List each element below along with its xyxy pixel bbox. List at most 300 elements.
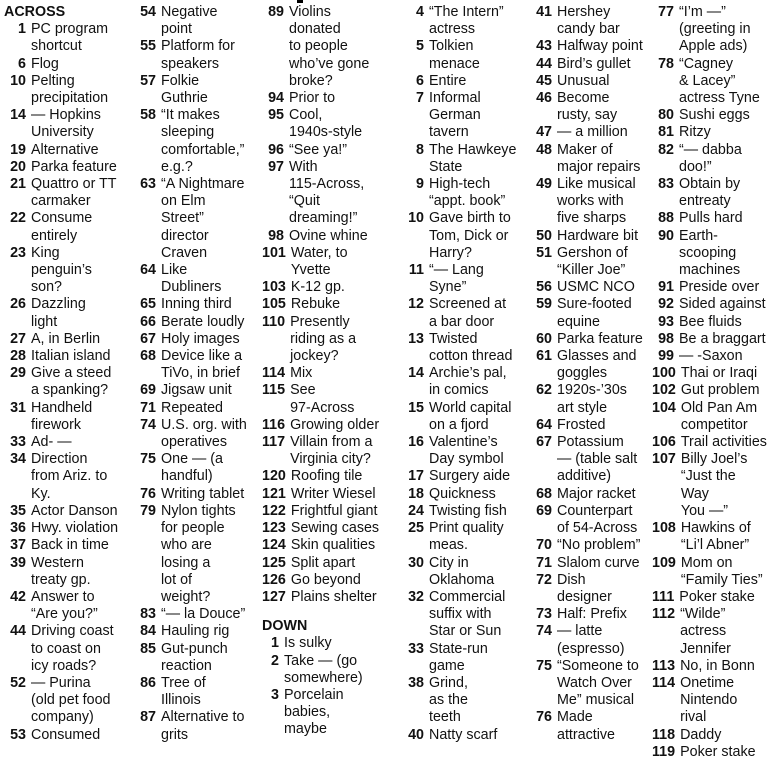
clue-item — [4, 434, 132, 451]
clue-item — [402, 262, 530, 296]
clue-number: 113 — [652, 657, 676, 674]
clue-item — [262, 555, 402, 572]
clue-text: Twisting fish — [429, 502, 507, 519]
clue-item — [402, 331, 530, 365]
clue-text: Hauling rig — [161, 623, 230, 640]
clue-list — [262, 4, 402, 606]
clue-number: 85 — [140, 640, 156, 657]
top-rule-mark — [297, 0, 303, 3]
clue-item — [652, 675, 767, 727]
clue-number: 56 — [536, 279, 552, 296]
clue-item — [652, 210, 767, 227]
clue-text: Gave birth to Tom, Dick or Harry? — [429, 210, 511, 261]
clue-text: Presently riding as a jockey? — [290, 313, 357, 365]
clue-item — [652, 382, 767, 399]
clue-number: 27 — [10, 330, 26, 347]
clue-number: 96 — [268, 141, 284, 158]
clue-number: 11 — [408, 262, 424, 279]
clue-text: Cool, 1940s-style — [289, 107, 363, 141]
clue-item — [262, 365, 402, 382]
clue-text: “— dabba doo!” — [679, 141, 742, 175]
clue-number: 118 — [652, 726, 676, 743]
clue-text: Tree of Illinois — [161, 674, 206, 709]
clue-item — [530, 486, 654, 503]
clue-text: Violins donated to people who’ve gone broke? — [289, 4, 370, 89]
clue-number: 79 — [140, 502, 156, 519]
clue-text: Prior to — [289, 90, 336, 107]
clue-text: Driving coast to coast on icy roads? — [31, 623, 114, 674]
clue-text: “No problem” — [557, 537, 641, 554]
clue-number: 19 — [10, 141, 26, 158]
clue-text: 1920s-’30s art style — [557, 382, 627, 416]
clue-item — [652, 331, 767, 348]
clue-text: Grind, as the teeth — [429, 674, 468, 726]
clue-text: Gut problem — [680, 382, 760, 399]
clue-number: 91 — [658, 279, 674, 296]
clue-text: Split apart — [290, 554, 356, 571]
clue-text: Hwy. violation — [31, 520, 119, 537]
clue-item — [530, 38, 654, 55]
clue-number: 45 — [536, 72, 552, 89]
clue-text: Berate loudly — [161, 313, 245, 330]
clue-item — [134, 606, 262, 623]
clue-item — [530, 142, 654, 176]
clue-item — [262, 486, 402, 503]
clue-item — [262, 382, 402, 416]
clue-item — [4, 537, 132, 554]
clue-item — [4, 589, 132, 623]
clue-number: 64 — [536, 416, 552, 433]
column-4 — [402, 4, 530, 744]
clue-text: One — (a handful) — [161, 451, 223, 485]
clue-text: Device like a TiVo, in brief — [161, 348, 243, 382]
clue-list — [530, 4, 654, 744]
clue-item — [652, 296, 767, 313]
clue-number: 59 — [536, 296, 552, 313]
clue-number: 42 — [10, 588, 26, 605]
clue-text: Flog — [31, 55, 59, 72]
clue-text: Is sulky — [284, 635, 332, 652]
clue-item — [530, 348, 654, 382]
clue-text: — -Saxon — [679, 348, 743, 365]
clue-number: 7 — [416, 90, 424, 107]
clue-text: Ad- — — [31, 434, 72, 451]
clue-number: 90 — [658, 227, 674, 244]
clue-number: 75 — [140, 451, 156, 468]
clue-item — [530, 90, 654, 124]
clue-number: 44 — [10, 623, 26, 640]
clue-text: No, in Bonn — [680, 657, 755, 674]
clue-number: 53 — [10, 726, 26, 743]
clue-item — [4, 503, 132, 520]
clue-text: Consumed — [31, 726, 101, 743]
clue-item — [530, 73, 654, 90]
clue-number: 10 — [10, 72, 26, 89]
clue-text: Villain from a Virginia city? — [290, 434, 373, 468]
clue-text: Mom on “Family Ties” — [680, 554, 763, 588]
clue-number: 87 — [140, 709, 156, 726]
clue-text: Plains shelter — [290, 588, 377, 605]
clue-item — [402, 675, 530, 727]
clue-number: 31 — [10, 399, 26, 416]
clue-number: 3 — [271, 686, 279, 703]
clue-item — [134, 503, 262, 606]
clue-text: “A Nightmare on Elm Street” director Craven — [161, 176, 245, 261]
clue-item — [262, 279, 402, 296]
clue-number: 14 — [408, 365, 424, 382]
clue-text: “It makes sleeping comfortable,” e.g.? — [161, 107, 245, 175]
clue-number: 54 — [140, 4, 156, 20]
clue-number: 76 — [140, 485, 156, 502]
clue-text: Platform for speakers — [161, 38, 235, 72]
clue-text: Inning third — [161, 296, 232, 313]
clue-number: 108 — [652, 520, 676, 537]
clue-item — [402, 365, 530, 399]
clue-text: Potassium — (table salt additive) — [557, 434, 638, 485]
clue-number: 8 — [416, 141, 424, 158]
clue-text: Italian island — [31, 348, 111, 365]
clue-number: 109 — [652, 554, 676, 571]
clue-item — [652, 107, 767, 124]
clue-item — [652, 589, 767, 606]
clue-number: 23 — [10, 244, 26, 261]
clue-text: “— Lang Syne” — [429, 262, 484, 296]
clue-item — [262, 635, 402, 652]
clue-number: 57 — [140, 72, 156, 89]
clue-text: Holy images — [161, 330, 240, 347]
clue-number: 5 — [416, 38, 424, 55]
clue-number: 16 — [408, 434, 424, 451]
clue-text: Sewing cases — [290, 520, 380, 537]
clue-number: 101 — [262, 244, 286, 261]
clue-text: “I’m —” (greeting in Apple ads) — [679, 4, 751, 55]
clue-item — [134, 675, 262, 709]
clue-number: 121 — [262, 485, 286, 502]
clue-text: Parka feature — [557, 330, 643, 347]
clue-text: Pelting precipitation — [31, 72, 109, 107]
clue-item — [262, 90, 402, 107]
clue-text: Earth- scooping machines — [679, 227, 741, 279]
clue-text: USMC NCO — [557, 279, 635, 296]
clue-number: 116 — [262, 416, 286, 433]
clue-item — [530, 606, 654, 623]
clue-item — [134, 623, 262, 640]
clue-item — [4, 56, 132, 73]
clue-text: Handheld firework — [31, 399, 93, 433]
clue-text: Water, to Yvette — [290, 244, 348, 279]
clue-text: Valentine’s Day symbol — [429, 434, 504, 468]
clue-item — [262, 572, 402, 589]
clue-item — [262, 537, 402, 554]
clue-number: 126 — [262, 571, 286, 588]
clue-item — [652, 279, 767, 296]
clue-number: 66 — [140, 313, 156, 330]
clue-item — [262, 107, 402, 141]
clue-number: 110 — [262, 313, 286, 330]
clue-text: Tolkien menace — [429, 38, 480, 72]
clue-item — [652, 451, 767, 520]
clue-number: 103 — [262, 279, 286, 296]
clue-text: Dish designer — [557, 571, 612, 605]
clue-number: 33 — [10, 434, 26, 451]
clue-text: Sure-footed equine — [557, 296, 632, 330]
clue-item — [402, 468, 530, 485]
clue-item — [530, 279, 654, 296]
clue-text: Natty scarf — [429, 726, 498, 743]
clue-item — [530, 382, 654, 416]
clue-item — [4, 245, 132, 297]
clue-item — [652, 658, 767, 675]
clue-item — [652, 124, 767, 141]
clue-item — [652, 314, 767, 331]
clue-number: 20 — [10, 158, 26, 175]
clue-text: King penguin’s son? — [31, 244, 92, 296]
clue-text: “Cagney & Lacey” actress Tyne — [679, 55, 760, 107]
clue-item — [530, 417, 654, 434]
clue-text: Preside over — [679, 279, 760, 296]
clue-number: 2 — [271, 652, 279, 669]
clue-text: With 115-Across, “Quit dreaming!” — [289, 158, 365, 227]
clue-number: 92 — [658, 296, 674, 313]
clue-text: Alternative to grits — [161, 709, 245, 743]
clue-number: 47 — [536, 124, 552, 141]
clue-text: Frosted — [557, 416, 606, 433]
clue-item — [134, 709, 262, 743]
clue-item — [4, 727, 132, 744]
clue-number: 107 — [652, 451, 676, 468]
clue-text: Billy Joel’s “Just the Way You —” — [680, 451, 748, 519]
clue-text: Like musical works with five sharps — [557, 176, 636, 227]
clue-text: Gershon of “Killer Joe” — [557, 244, 628, 279]
clue-item — [134, 451, 262, 485]
clue-text: Poker stake — [679, 588, 755, 605]
clue-item — [262, 142, 402, 159]
clue-text: “Someone to Watch Over Me” musical — [557, 657, 639, 709]
clue-number: 83 — [658, 176, 674, 193]
clue-item — [262, 228, 402, 245]
clue-text: A, in Berlin — [31, 330, 101, 347]
clue-number: 41 — [536, 4, 552, 20]
clue-item — [262, 296, 402, 313]
clue-item — [4, 365, 132, 399]
clue-text: Rebuke — [290, 296, 341, 313]
clue-item — [134, 314, 262, 331]
column-1 — [4, 4, 132, 744]
clue-text: Ritzy — [679, 124, 711, 141]
clue-number: 64 — [140, 262, 156, 279]
clue-text: Informal German tavern — [429, 90, 481, 141]
clue-text: Halfway point — [557, 38, 643, 55]
clue-item — [530, 709, 654, 743]
clue-number: 30 — [408, 554, 424, 571]
clue-number: 46 — [536, 90, 552, 107]
clue-text: Folkie Guthrie — [161, 72, 208, 107]
clue-item — [402, 727, 530, 744]
clue-text: Made attractive — [557, 709, 616, 743]
clue-text: High-tech “appt. book” — [429, 176, 506, 210]
clue-text: Actor Danson — [31, 502, 118, 519]
clue-item — [402, 400, 530, 434]
clue-text: Hershey candy bar — [557, 4, 620, 38]
clue-number: 98 — [658, 330, 674, 347]
clue-number: 52 — [10, 674, 26, 691]
clue-number: 39 — [10, 554, 26, 571]
clue-text: Pulls hard — [679, 210, 743, 227]
clue-number: 38 — [408, 674, 424, 691]
clue-number: 24 — [408, 502, 424, 519]
clue-number: 120 — [262, 468, 286, 485]
clue-text: Onetime Nintendo rival — [680, 674, 738, 726]
clue-item — [134, 4, 262, 38]
clue-item — [652, 400, 767, 434]
clue-text: PC program shortcut — [31, 21, 109, 55]
across-heading: ACROSS — [4, 4, 66, 20]
clue-text: Answer to “Are you?” — [31, 588, 98, 623]
clue-number: 21 — [10, 176, 26, 193]
clue-item — [134, 400, 262, 417]
clue-item — [530, 572, 654, 606]
clue-text: Bird’s gullet — [557, 55, 631, 72]
clue-number: 14 — [10, 107, 26, 124]
clue-text: Archie’s pal, in comics — [429, 365, 507, 399]
clue-item — [134, 331, 262, 348]
clue-number: 89 — [268, 4, 284, 20]
clue-item — [530, 56, 654, 73]
clue-item — [134, 38, 262, 72]
clue-item — [530, 658, 654, 710]
clue-number: 9 — [416, 176, 424, 193]
clue-list — [262, 635, 402, 738]
clue-number: 98 — [268, 227, 284, 244]
clue-item — [134, 382, 262, 399]
clue-item — [134, 262, 262, 296]
clue-text: Nylon tights for people who are losing a lot of weight? — [161, 502, 236, 605]
clue-text: Roofing tile — [290, 468, 363, 485]
clue-number: 117 — [262, 434, 286, 451]
clue-text: — Purina (old pet food company) — [31, 674, 111, 726]
clue-text: Porcelain babies, maybe — [284, 686, 344, 738]
clue-list — [4, 21, 132, 744]
clue-text: Back in time — [31, 537, 109, 554]
clue-number: 68 — [140, 348, 156, 365]
clue-item — [652, 606, 767, 658]
column-2 — [134, 4, 262, 744]
clue-number: 68 — [536, 485, 552, 502]
clue-text: World capital on a fjord — [429, 399, 512, 433]
clue-number: 76 — [536, 709, 552, 726]
clue-number: 6 — [18, 55, 26, 72]
clue-number: 36 — [10, 520, 26, 537]
clue-item — [4, 107, 132, 141]
clue-item — [402, 503, 530, 520]
clue-number: 73 — [536, 606, 552, 623]
clue-text: Old Pan Am competitor — [680, 399, 758, 433]
clue-item — [4, 159, 132, 176]
clue-text: U.S. org. with operatives — [161, 416, 247, 451]
clue-number: 86 — [140, 674, 156, 691]
clue-number: 26 — [10, 296, 26, 313]
clue-number: 12 — [408, 296, 424, 313]
clue-text: Poker stake — [680, 743, 756, 760]
clue-number: 61 — [536, 348, 552, 365]
clue-list — [134, 4, 262, 744]
clue-number: 88 — [658, 210, 674, 227]
clue-text: Gut-punch reaction — [161, 640, 228, 674]
clue-number: 77 — [658, 4, 674, 20]
clue-text: Print quality meas. — [429, 520, 504, 554]
clue-item — [402, 589, 530, 641]
clue-number: 75 — [536, 657, 552, 674]
clue-item — [402, 296, 530, 330]
clue-text: Direction from Ariz. to Ky. — [31, 451, 108, 502]
clue-item — [4, 210, 132, 244]
clue-number: 80 — [658, 107, 674, 124]
clue-text: Sushi eggs — [679, 107, 750, 124]
clue-item — [402, 38, 530, 72]
clue-number: 105 — [262, 296, 286, 313]
clue-number: 125 — [262, 554, 286, 571]
clue-item — [652, 365, 767, 382]
clue-item — [134, 73, 262, 107]
clue-number: 69 — [140, 382, 156, 399]
clue-number: 35 — [10, 502, 26, 519]
clue-number: 104 — [652, 399, 676, 416]
clue-text: Counterpart of 54-Across — [557, 502, 638, 537]
clue-item — [262, 417, 402, 434]
clue-number: 58 — [140, 107, 156, 124]
clue-text: — latte (espresso) — [557, 623, 625, 657]
clue-item — [530, 503, 654, 537]
clue-number: 69 — [536, 502, 552, 519]
clue-item — [402, 486, 530, 503]
clue-item — [530, 623, 654, 657]
clue-item — [530, 245, 654, 279]
clue-text: Sided against — [679, 296, 766, 313]
clue-item — [402, 90, 530, 142]
clue-item — [402, 434, 530, 468]
clue-number: 100 — [652, 365, 676, 382]
clue-text: Negative point — [161, 4, 218, 38]
clue-number: 74 — [140, 416, 156, 433]
clue-item — [402, 4, 530, 38]
clue-text: Glasses and goggles — [557, 348, 637, 382]
column-6 — [652, 4, 767, 761]
clue-item — [530, 555, 654, 572]
clue-number: 51 — [536, 244, 552, 261]
clue-number: 81 — [658, 124, 674, 141]
clue-text: See 97-Across — [290, 382, 355, 416]
clue-item — [4, 142, 132, 159]
column-5 — [530, 4, 654, 744]
clue-item — [262, 4, 402, 90]
clue-item — [4, 675, 132, 727]
clue-item — [134, 296, 262, 313]
clue-text: Skin qualities — [290, 537, 376, 554]
clue-number: 22 — [10, 210, 26, 227]
clue-item — [134, 348, 262, 382]
clue-text: Surgery aide — [429, 468, 511, 485]
clue-text: Jigsaw unit — [161, 382, 232, 399]
clue-text: Bee fluids — [679, 313, 742, 330]
clue-text: Quickness — [429, 485, 496, 502]
clue-list — [402, 4, 530, 744]
clue-item — [402, 555, 530, 589]
clue-text: Become rusty, say — [557, 90, 618, 124]
clue-text: Growing older — [290, 416, 380, 433]
clue-number: 67 — [140, 330, 156, 347]
clue-item — [530, 331, 654, 348]
clue-item — [262, 434, 402, 468]
